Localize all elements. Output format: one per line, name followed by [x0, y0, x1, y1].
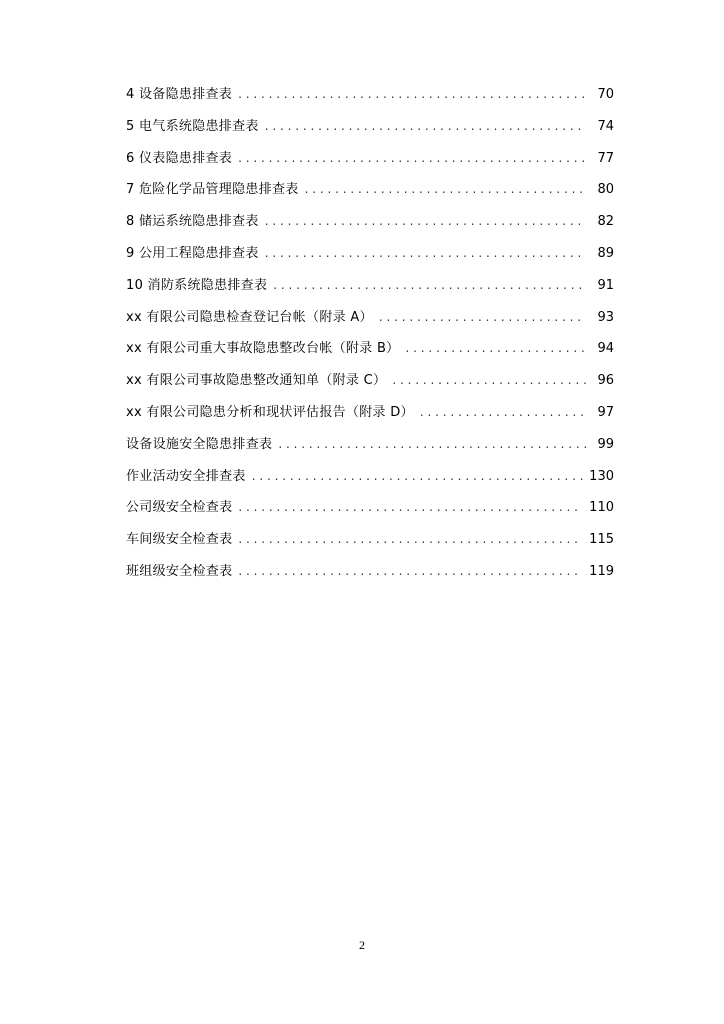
toc-entry-page: 96 [597, 373, 614, 389]
toc-entry[interactable] [126, 434, 614, 466]
toc-dot-leader [273, 275, 586, 295]
toc-entry-page: 82 [597, 214, 614, 230]
toc-dot-leader [305, 179, 586, 199]
toc-entry-title: 9 公用工程隐患排查表 [126, 245, 259, 261]
toc-entry-title: 5 电气系统隐患排查表 [126, 118, 259, 134]
toc-dot-leader [238, 561, 583, 581]
toc-entry-title: 设备设施安全隐患排查表 [126, 436, 273, 452]
toc-entry[interactable] [126, 179, 614, 211]
toc-entry[interactable] [126, 243, 614, 275]
toc-dot-leader [405, 338, 586, 358]
toc-entry-page: 130 [589, 468, 614, 484]
toc-entry-page: 80 [597, 182, 614, 198]
toc-dot-leader [265, 243, 586, 263]
toc-entry[interactable] [126, 338, 614, 370]
toc-entry-page: 99 [597, 436, 614, 452]
table-of-contents [126, 84, 614, 593]
toc-entry-title: xx 有限公司重大事故隐患整改台帐（附录 B） [126, 341, 400, 357]
toc-entry-page: 89 [597, 245, 614, 261]
toc-entry-page: 77 [597, 150, 614, 166]
toc-dot-leader [265, 211, 586, 231]
toc-entry[interactable] [126, 497, 614, 529]
toc-entry-title: 作业活动安全排查表 [126, 468, 246, 484]
toc-dot-leader [420, 402, 586, 422]
toc-entry-title: xx 有限公司隐患分析和现状评估报告（附录 D） [126, 404, 414, 420]
toc-entry[interactable] [126, 307, 614, 339]
toc-entry-title: 8 储运系统隐患排查表 [126, 214, 259, 230]
toc-dot-leader [379, 307, 586, 327]
toc-dot-leader [238, 497, 583, 517]
page-number: 2 [359, 938, 365, 952]
toc-entry[interactable] [126, 402, 614, 434]
toc-entry-title: xx 有限公司事故隐患整改通知单（附录 C） [126, 373, 387, 389]
toc-entry-title: 班组级安全检查表 [126, 563, 233, 579]
toc-entry[interactable] [126, 116, 614, 148]
toc-entry[interactable] [126, 529, 614, 561]
toc-entry-page: 91 [597, 277, 614, 293]
toc-entry-page: 94 [597, 341, 614, 357]
toc-entry[interactable] [126, 275, 614, 307]
toc-entry-page: 119 [589, 563, 614, 579]
toc-dot-leader [265, 116, 586, 136]
toc-entry[interactable] [126, 211, 614, 243]
toc-dot-leader [238, 84, 586, 104]
toc-entry[interactable] [126, 84, 614, 116]
toc-entry-page: 110 [589, 500, 614, 516]
toc-entry-page: 97 [597, 404, 614, 420]
toc-dot-leader [278, 434, 586, 454]
toc-entry[interactable] [126, 561, 614, 593]
toc-dot-leader [392, 370, 586, 390]
toc-entry-title: 10 消防系统隐患排查表 [126, 277, 268, 293]
toc-entry-title: 车间级安全检查表 [126, 532, 233, 548]
toc-entry-title: 公司级安全检查表 [126, 500, 233, 516]
toc-entry-title: 6 仪表隐患排查表 [126, 150, 233, 166]
toc-dot-leader [238, 148, 586, 168]
toc-entry-page: 93 [597, 309, 614, 325]
toc-entry-page: 70 [597, 87, 614, 102]
toc-entry-page: 115 [589, 532, 614, 548]
toc-entry[interactable] [126, 148, 614, 180]
toc-entry-title: 4 设备隐患排查表 [126, 87, 233, 102]
toc-entry[interactable] [126, 370, 614, 402]
toc-entry-title: xx 有限公司隐患检查登记台帐（附录 A） [126, 309, 373, 325]
toc-entry-title: 7 危险化学品管理隐患排查表 [126, 182, 299, 198]
toc-dot-leader [252, 466, 583, 486]
toc-entry-page: 74 [597, 118, 614, 134]
toc-entry[interactable] [126, 466, 614, 498]
toc-dot-leader [238, 529, 583, 549]
